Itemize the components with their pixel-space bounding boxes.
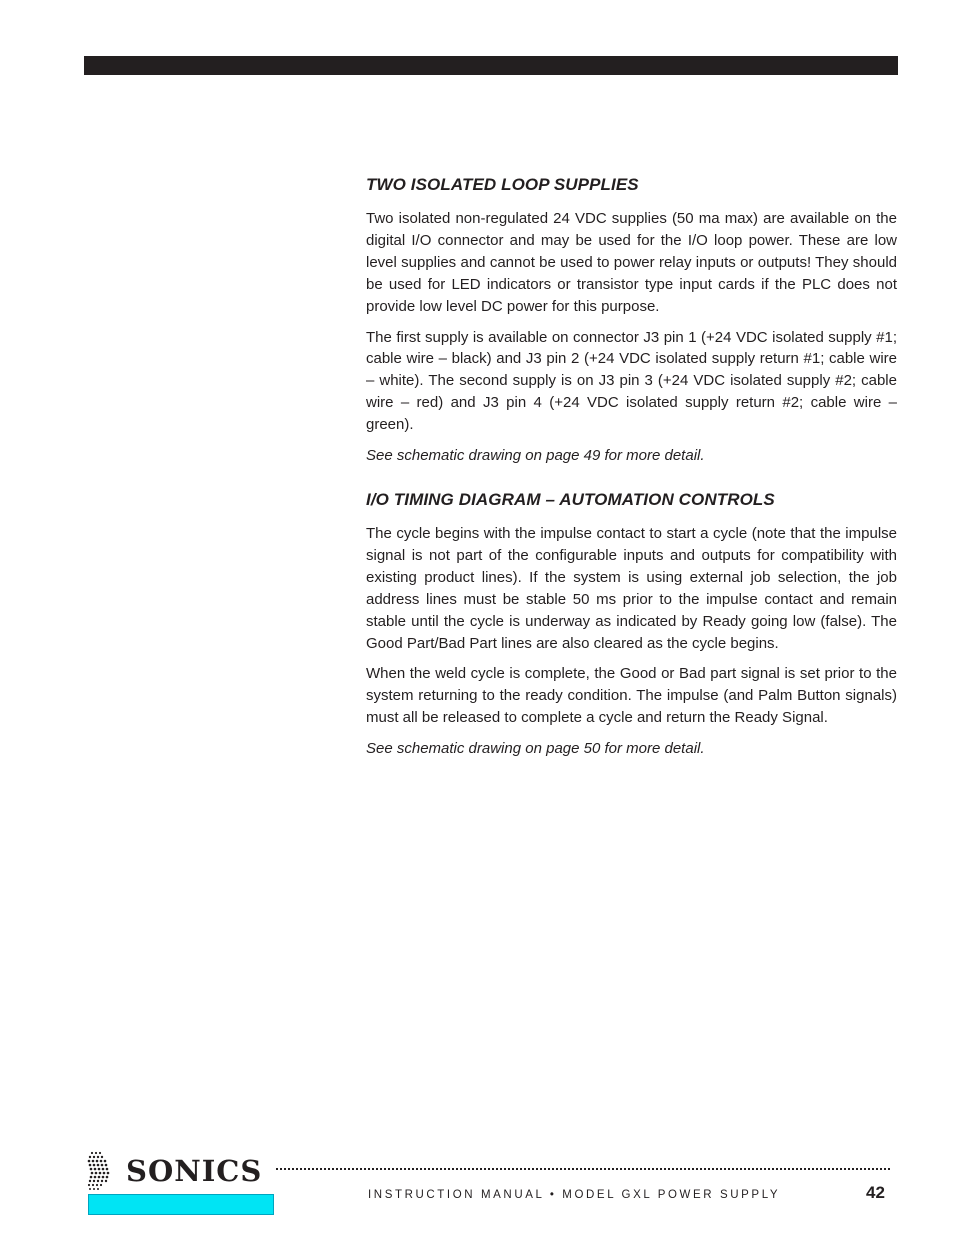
reference-note: See schematic drawing on page 50 for more detail. <box>366 740 705 758</box>
section-loop-supplies <box>366 174 897 467</box>
main-content <box>366 174 897 769</box>
reference-note: See schematic drawing on page 49 for more detail. <box>366 447 705 465</box>
section-heading: TWO ISOLATED LOOP SUPPLIES <box>366 175 639 194</box>
section-heading: I/O TIMING DIAGRAM – AUTOMATION CONTROLS <box>366 489 775 509</box>
footer-caption: INSTRUCTION MANUAL • MODEL GXL POWER SUPPLY <box>368 1189 781 1201</box>
footer-accent-bar <box>88 1194 274 1215</box>
page-number: 42 <box>866 1183 885 1202</box>
sonics-logo <box>84 1150 274 1192</box>
paragraph: When the weld cycle is complete, the Good or Bad part signal is set prior to the system returning to the ready condition. The impulse (and Palm Button signals) must all be released to complete a cycle and return the Ready Signal. <box>366 665 897 727</box>
paragraph: The first supply is available on connector J3 pin 1 (+24 VDC isolated supply #1; cable wire – black) and J3 pin 2 (+24 VDC isolated supply return #1; cable wire – white). The second supply is on J3 pin 3 (+24 VDC isolated supply #2; cable wire – red) and J3 pin 4 (+24 VDC isolated supply return #2; cable wire – green). <box>366 328 897 434</box>
section-io-timing <box>366 489 897 760</box>
header-bar <box>84 56 898 75</box>
paragraph: The cycle begins with the impulse contact to start a cycle (note that the impulse signal is not part of the configurable inputs and outputs for compatibility with existing product lines). If the system is using external job selection, the job address lines must be stable 50 ms prior to the impulse contact and remain stable until the cycle is underway as indicated by Ready going low (false). The Good Part/Bad Part lines are also cleared as the cycle begins. <box>366 524 897 652</box>
logo-dots-icon <box>84 1150 124 1192</box>
paragraph: Two isolated non-regulated 24 VDC supplies (50 ma max) are available on the digital I/O connector and may be used for the I/O loop power. These are low level supplies and cannot be used to power relay inputs or outputs! They should be used for LED indicators or transistor type input cards if the PLC does not provide low level DC power for this purpose. <box>366 210 897 315</box>
logo-wordmark: SONICS <box>126 1154 263 1188</box>
footer-dotted-rule <box>276 1168 890 1170</box>
